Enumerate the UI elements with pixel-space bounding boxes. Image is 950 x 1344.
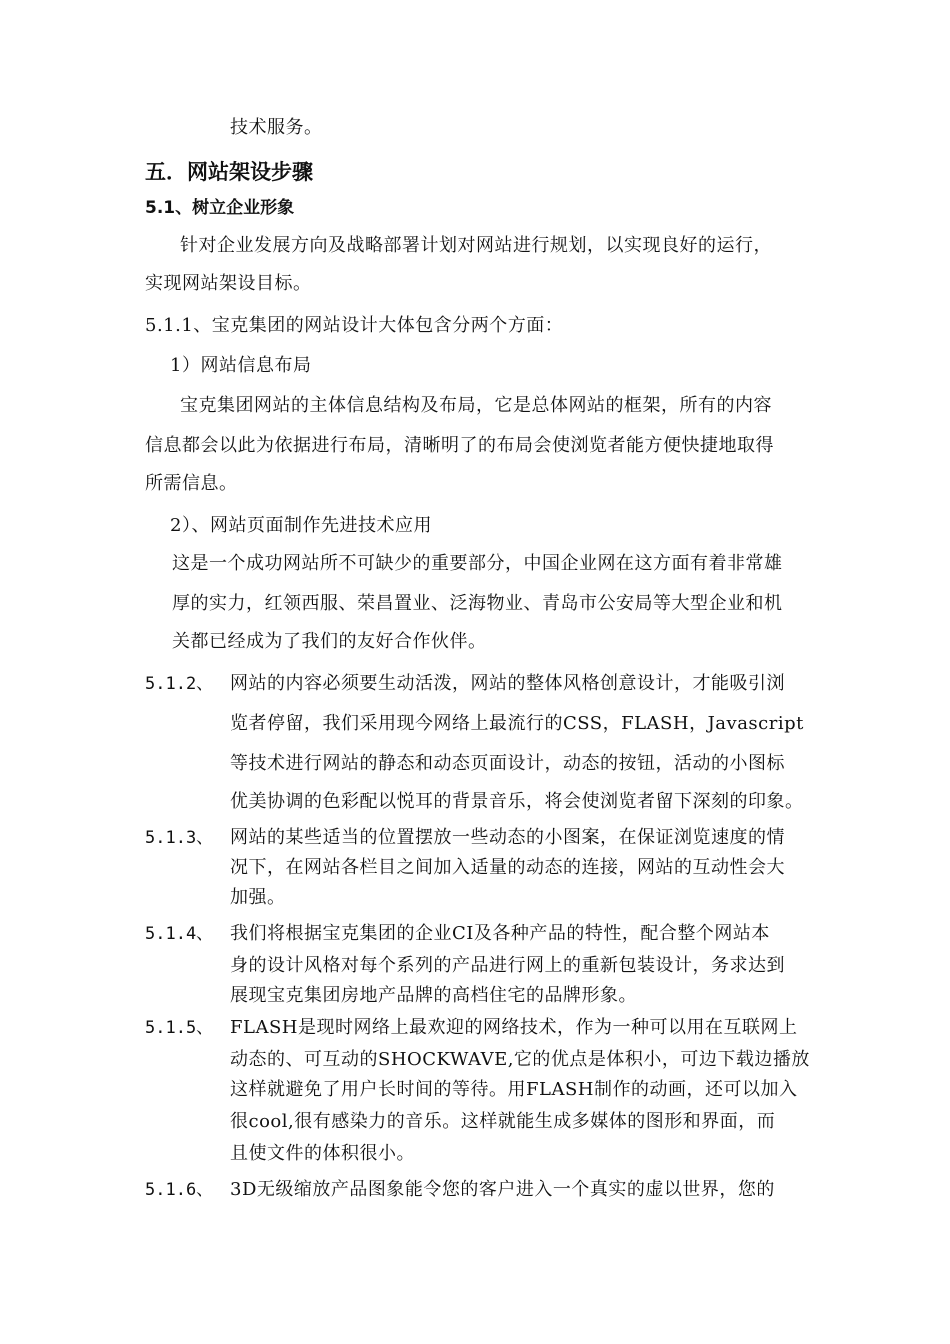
item-line: 览者停留，我们采用现今网络上最流行的CSS，FLASH，Javascript	[230, 713, 804, 734]
item-number: 5.1.6、	[145, 1180, 214, 1200]
top-line: 技术服务。	[230, 117, 323, 138]
item-number: 5.1.3、	[145, 828, 214, 848]
item-line: 3D无级缩放产品图象能令您的客户进入一个真实的虚以世界，您的	[230, 1179, 775, 1200]
intro-line: 实现网站架设目标。	[145, 273, 312, 294]
item2-line: 关都已经成为了我们的友好合作伙伴。	[172, 631, 487, 652]
item1-line: 宝克集团网站的主体信息结构及布局，它是总体网站的框架，所有的内容	[180, 395, 772, 416]
item-line: 动态的、可互动的SHOCKWAVE,它的优点是体积小，可边下载边播放	[230, 1049, 810, 1070]
item-line: 等技术进行网站的静态和动态页面设计，动态的按钮，活动的小图标	[230, 753, 785, 774]
item-line: 我们将根据宝克集团的企业CI及各种产品的特性，配合整个网站本	[230, 923, 770, 944]
subsection-heading: 5.1、树立企业形象	[145, 198, 295, 218]
item-line: 这样就避免了用户长时间的等待。用FLASH制作的动画，还可以加入	[230, 1079, 798, 1100]
section-heading: 五．网站架设步骤	[145, 160, 313, 184]
item-line: FLASH是现时网络上最欢迎的网络技术，作为一种可以用在互联网上	[230, 1017, 798, 1038]
item-number: 5.1.4、	[145, 924, 214, 944]
item-line: 优美协调的色彩配以悦耳的背景音乐，将会使浏览者留下深刻的印象。	[230, 791, 804, 812]
item-line: 很cool,很有感染力的音乐。这样就能生成多媒体的图形和界面，而	[230, 1111, 776, 1132]
item1-title: 1）网站信息布局	[170, 355, 312, 376]
item2-line: 厚的实力，红领西服、荣昌置业、泛海物业、青岛市公安局等大型企业和机	[172, 593, 783, 614]
item1-line: 信息都会以此为依据进行布局，清晰明了的布局会使浏览者能方便快捷地取得	[145, 435, 774, 456]
item-line: 身的设计风格对每个系列的产品进行网上的重新包装设计，务求达到	[230, 955, 785, 976]
item-number: 5.1.5、	[145, 1018, 214, 1038]
subsection-511: 5.1.1、宝克集团的网站设计大体包含分两个方面：	[145, 315, 564, 336]
item-line: 且使文件的体积很小。	[230, 1143, 415, 1164]
item-line: 展现宝克集团房地产品牌的高档住宅的品牌形象。	[230, 985, 637, 1006]
item-line: 加强。	[230, 887, 286, 908]
item2-title: 2）、网站页面制作先进技术应用	[170, 515, 432, 536]
item1-line: 所需信息。	[145, 473, 238, 494]
item-line: 况下，在网站各栏目之间加入适量的动态的连接，网站的互动性会大	[230, 857, 785, 878]
item-number: 5.1.2、	[145, 674, 214, 694]
item-line: 网站的某些适当的位置摆放一些动态的小图案，在保证浏览速度的情	[230, 827, 785, 848]
intro-line: 针对企业发展方向及战略部署计划对网站进行规划，以实现良好的运行，	[180, 235, 772, 256]
item2-line: 这是一个成功网站所不可缺少的重要部分，中国企业网在这方面有着非常雄	[172, 553, 783, 574]
item-line: 网站的内容必须要生动活泼，网站的整体风格创意设计，才能吸引浏	[230, 673, 785, 694]
